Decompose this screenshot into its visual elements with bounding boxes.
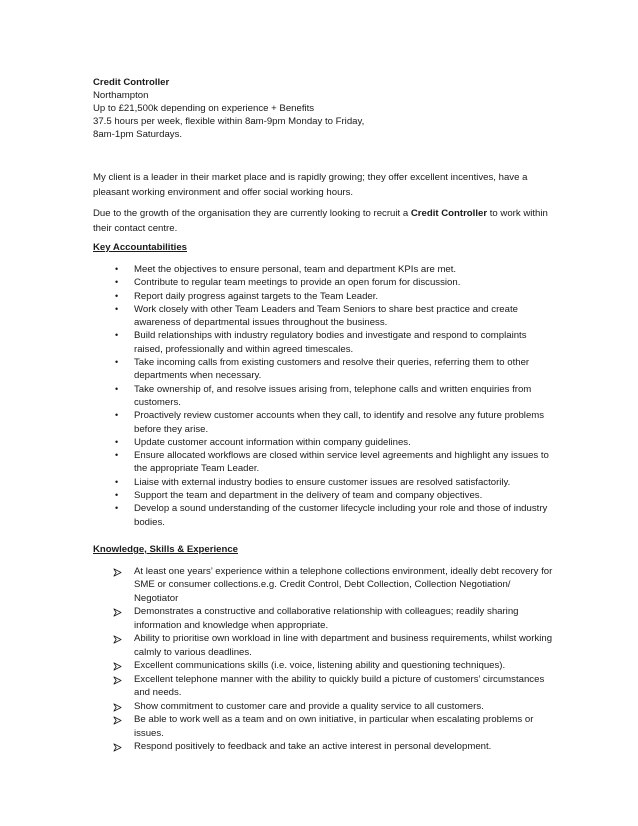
arrow-bullet-icon xyxy=(113,743,122,752)
arrow-bullet-icon xyxy=(113,568,122,577)
experience-text: Be able to work well as a team and on own initiative, in particular when escalating problems or issues. xyxy=(134,714,534,739)
experience-item xyxy=(93,632,553,659)
bullet-icon: • xyxy=(115,383,119,394)
bullet-icon: • xyxy=(115,330,119,341)
recruitment-text-start: Due to the growth of the organisation they are currently looking to recruit a xyxy=(93,208,411,219)
accountability-text: Take incoming calls from existing customers and resolve their queries, referring them to other departments when necessary. xyxy=(134,357,530,382)
bullet-icon: • xyxy=(115,357,119,368)
job-hours-saturday: 8am-1pm Saturdays. xyxy=(93,129,183,140)
accountability-text: Support the team and department in the delivery of team and company objectives. xyxy=(134,490,483,502)
experience-item xyxy=(93,700,553,714)
arrow-bullet-icon xyxy=(113,716,122,725)
accountability-item xyxy=(93,263,553,276)
accountability-item xyxy=(93,476,553,489)
accountability-item xyxy=(93,276,553,289)
bullet-icon: • xyxy=(115,503,119,514)
accountabilities-list xyxy=(93,263,553,529)
experience-text: Excellent communications skills (i.e. voice, listening ability and questioning techniques). xyxy=(134,660,506,672)
knowledge-skills-heading: Knowledge, Skills & Experience xyxy=(93,543,239,555)
bullet-icon: • xyxy=(115,290,119,301)
accountability-item xyxy=(93,409,553,436)
experience-text: Respond positively to feedback and take an active interest in personal development. xyxy=(134,741,492,753)
key-accountabilities-heading: Key Accountabilities xyxy=(93,242,188,253)
accountability-text: Update customer account information within company guidelines. xyxy=(134,436,411,448)
bullet-icon: • xyxy=(115,490,119,501)
accountability-text: Work closely with other Team Leaders and Team Seniors to share best practice and create awareness of departmental issues throughout the business. xyxy=(134,303,518,329)
job-description-page xyxy=(93,76,553,754)
job-salary: Up to £21,500k depending on experience + Benefits xyxy=(93,103,315,114)
arrow-bullet-icon xyxy=(113,703,122,712)
experience-item xyxy=(93,659,553,673)
intro-paragraph: My client is a leader in their market place and is rapidly growing; they offer excellent incentives, have a pleasant working environment and offer social working hours. xyxy=(93,172,528,198)
accountability-item xyxy=(93,290,553,303)
bullet-icon: • xyxy=(115,277,119,288)
accountability-text: Liaise with external industry bodies to ensure customer issues are resolved satisfactorily. xyxy=(134,476,511,488)
experience-text: At least one years’ experience within a telephone collections environment, ideally debt recovery for SME or consumer collections.e.g. Credit Control, Debt Collection, Collection Negotiation/ Negotiator xyxy=(134,565,553,604)
job-hours-weekday: 37.5 hours per week, flexible within 8am-9pm Monday to Friday, xyxy=(93,116,365,127)
accountability-item xyxy=(93,436,553,449)
bullet-icon: • xyxy=(115,264,119,274)
experience-item xyxy=(93,713,553,740)
arrow-bullet-icon xyxy=(113,608,122,617)
experience-item xyxy=(93,565,553,606)
bullet-icon: • xyxy=(115,476,119,487)
accountability-text: Report daily progress against targets to the Team Leader. xyxy=(134,290,379,302)
accountability-text: Ensure allocated workflows are closed within service level agreements and highlight any issues to the appropriate Team Leader. xyxy=(134,450,549,475)
experience-text: Show commitment to customer care and provide a quality service to all customers. xyxy=(134,700,484,712)
accountability-item xyxy=(93,303,553,330)
job-title: Credit Controller xyxy=(93,77,170,88)
accountability-text: Take ownership of, and resolve issues arising from, telephone calls and written enquiries from customers. xyxy=(134,383,532,408)
role-name-emphasis: Credit Controller xyxy=(410,208,488,219)
accountability-item xyxy=(93,383,553,410)
accountability-item xyxy=(93,502,553,529)
accountability-text: Develop a sound understanding of the customer lifecycle including your role and those of industry bodies. xyxy=(134,503,548,528)
bullet-icon: • xyxy=(115,436,119,447)
experience-item xyxy=(93,605,553,632)
arrow-bullet-icon xyxy=(113,635,122,644)
accountability-item xyxy=(93,329,553,356)
arrow-bullet-icon xyxy=(113,676,122,685)
experience-text: Ability to prioritise own workload in line with department and business requirements, whilst working calmly to various deadlines. xyxy=(134,633,553,658)
accountability-item xyxy=(93,489,553,502)
bullet-icon: • xyxy=(115,410,119,421)
accountability-text: Build relationships with industry regulatory bodies and investigate and respond to complaints raised, professionally and within agreed timescales. xyxy=(134,330,527,355)
experience-text: Excellent telephone manner with the ability to quickly build a picture of customers’ circumstances and needs. xyxy=(134,673,545,699)
accountability-text: Contribute to regular team meetings to provide an open forum for discussion. xyxy=(134,277,461,289)
experience-text: Demonstrates a constructive and collaborative relationship with colleagues; readily sharing information and knowledge when appropriate. xyxy=(134,606,519,631)
experience-item xyxy=(93,673,553,700)
accountability-text: Meet the objectives to ensure personal, team and department KPIs are met. xyxy=(134,264,457,275)
recruitment-paragraph xyxy=(93,207,553,236)
experience-item xyxy=(93,740,553,754)
bullet-icon: • xyxy=(115,450,119,461)
job-location: Northampton xyxy=(93,90,149,101)
experience-list xyxy=(93,565,553,754)
arrow-bullet-icon xyxy=(113,662,122,671)
accountability-item xyxy=(93,356,553,383)
bullet-icon: • xyxy=(115,303,119,314)
recruitment-text-end: to work within their contact centre. xyxy=(93,208,548,234)
accountability-item xyxy=(93,449,553,476)
accountability-text: Proactively review customer accounts when they call, to identify and resolve any future problems before they arise. xyxy=(134,410,545,435)
